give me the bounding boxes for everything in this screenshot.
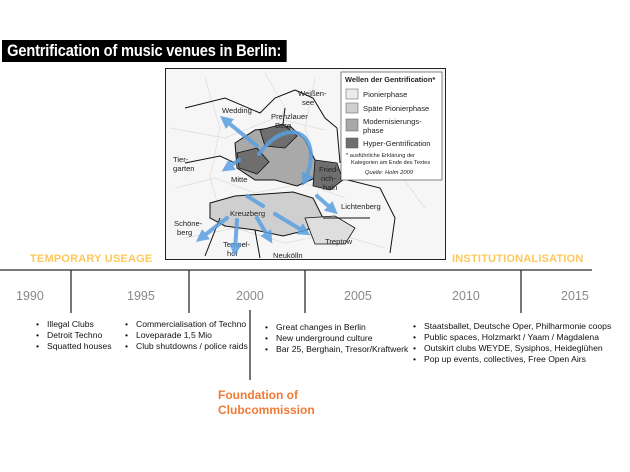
events-2000s: [265, 322, 408, 355]
foundation-clubcommission: [218, 388, 315, 418]
district-tempelhof-1: Tempel-: [223, 240, 251, 249]
district-friedrichshain-2: rich-: [321, 174, 336, 183]
events-late-90s: [125, 319, 248, 352]
legend-label-hyper: Hyper-Gentrification: [363, 139, 431, 148]
list-item: • Detroit Techno: [36, 330, 112, 341]
legend-swatch-hyper: [346, 138, 358, 148]
page-title: Gentrification of music venues in Berlin:: [2, 40, 286, 62]
district-schoeneberg-1: Schöne-: [174, 219, 203, 228]
legend-label-pioneer: Pionierphase: [363, 90, 408, 99]
list-item: • Outskirt clubs WEYDE, Sysiphos, Heideglühen: [413, 343, 611, 354]
year-1995: 1995: [127, 289, 155, 303]
events-early-90s: [36, 319, 112, 352]
district-lichtenberg: Lichtenberg: [341, 202, 381, 211]
list-item: • Loveparade 1,5 Mio: [125, 330, 248, 341]
year-2010: 2010: [452, 289, 480, 303]
phase-institutionalisation: INSTITUTIONALISATION: [452, 253, 584, 265]
legend-source: Quelle: Holm 2009: [365, 170, 414, 176]
district-friedrichshain-3: hain: [323, 183, 338, 192]
district-friedrichshain-1: Fried-: [319, 165, 339, 174]
list-item: • Commercialisation of Techno: [125, 319, 248, 330]
list-item: • Public spaces, Holzmarkt / Yaam / Magdalena: [413, 332, 611, 343]
map-svg: [165, 68, 446, 260]
list-item: • Great changes in Berlin: [265, 322, 408, 333]
legend-title: Wellen der Gentrification*: [345, 75, 436, 84]
district-treptow: Treptow: [325, 237, 353, 246]
legend-swatch-late-pioneer: [346, 103, 358, 113]
district-tiergarten-1: Tier-: [173, 155, 189, 164]
district-prenzlauer-1: Prenzlauer: [271, 112, 308, 121]
list-item: • Pop up events, collectives, Free Open Airs: [413, 354, 611, 365]
legend-label-modernisation-2: phase: [363, 126, 384, 135]
district-mitte: Mitte: [231, 175, 248, 184]
district-schoeneberg-2: berg: [177, 228, 193, 237]
list-item: • Bar 25, Berghain, Tresor/Kraftwerk: [265, 344, 408, 355]
phase-temporary-useage: TEMPORARY USEAGE: [30, 253, 153, 265]
list-item: • New underground culture: [265, 333, 408, 344]
berlin-gentrification-map: [165, 68, 446, 260]
legend-swatch-modernisation: [346, 119, 358, 131]
list-item: • Club shutdowns / police raids: [125, 341, 248, 352]
arrow-to-tempelhof: [235, 220, 237, 250]
district-tiergarten-2: garten: [173, 164, 195, 173]
foundation-line-2: Clubcommission: [218, 403, 315, 417]
legend-footnote-1: * ausführliche Erklärung der: [346, 153, 416, 159]
district-weissensee-1: Weißen-: [298, 89, 327, 98]
district-tempelhof-2: hof: [227, 249, 238, 258]
year-2000: 2000: [236, 289, 264, 303]
year-2015: 2015: [561, 289, 589, 303]
legend-label-late-pioneer: Späte Pionierphase: [363, 104, 430, 113]
events-2010s: [413, 321, 611, 365]
foundation-line-1: Foundation of: [218, 388, 298, 402]
legend-footnote-2: Kategorien am Ende des Textes: [351, 160, 431, 166]
district-prenzlauer-2: Berg: [275, 121, 292, 130]
district-neukoelln: Neukölln: [273, 251, 303, 260]
district-wedding: Wedding: [222, 106, 252, 115]
legend-swatch-pioneer: [346, 89, 358, 99]
map-legend: [341, 72, 442, 180]
district-weissensee-2: see: [302, 98, 315, 107]
list-item: • Staatsballet, Deutsche Oper, Philharmonie coops: [413, 321, 611, 332]
list-item: • Illegal Clubs: [36, 319, 112, 330]
legend-label-modernisation-1: Modernisierungs-: [363, 117, 422, 126]
year-1990: 1990: [16, 289, 44, 303]
district-kreuzberg: Kreuzberg: [230, 209, 266, 218]
year-2005: 2005: [344, 289, 372, 303]
list-item: • Squatted houses: [36, 341, 112, 352]
